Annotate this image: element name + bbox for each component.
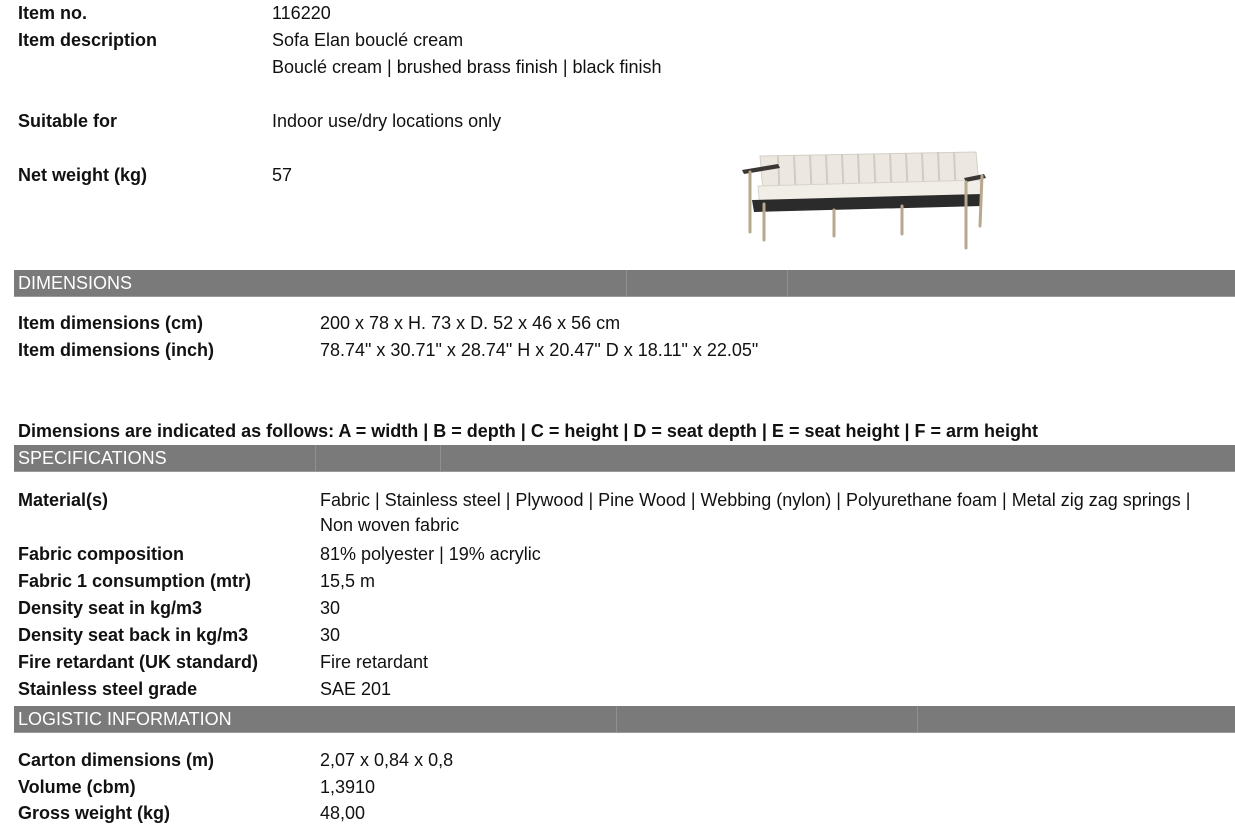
item-no-value: 116220: [272, 3, 331, 23]
sofa-product-image: [738, 144, 988, 256]
logistic-label: Volume (cbm): [18, 777, 136, 797]
materials-value-line2: Non woven fabric: [320, 515, 460, 535]
logistic-value: 48,00: [320, 803, 366, 823]
spec-label: Density seat back in kg/m3: [18, 625, 249, 645]
spec-label: Density seat in kg/m3: [18, 598, 203, 618]
divider: [14, 296, 1235, 297]
logistic-value: 1,3910: [320, 777, 376, 797]
header-divider: [626, 270, 627, 296]
spec-label: Fire retardant (UK standard): [18, 652, 259, 672]
header-divider: [787, 270, 788, 296]
specifications-title: SPECIFICATIONS: [18, 448, 167, 468]
dimension-label: Item dimensions (inch): [18, 340, 215, 360]
logistic-label: Carton dimensions (m): [18, 750, 215, 770]
net-weight-value: 57: [272, 165, 293, 185]
divider: [14, 471, 1235, 472]
suitable-for-value: Indoor use/dry locations only: [272, 111, 502, 131]
materials-label: Material(s): [18, 490, 109, 510]
spec-value: 81% polyester | 19% acrylic: [320, 544, 541, 564]
logistic-value: 2,07 x 0,84 x 0,8: [320, 750, 454, 770]
item-description-line2: Bouclé cream | brushed brass finish | black finish: [272, 57, 662, 77]
logistics-header: [14, 706, 1235, 732]
spec-label: Stainless steel grade: [18, 679, 198, 699]
spec-value: 30: [320, 598, 341, 618]
dimension-value: 78.74" x 30.71" x 28.74" H x 20.47" D x 18.11" x 22.05": [320, 340, 759, 360]
item-description-label: Item description: [18, 30, 158, 50]
spec-label: Fabric 1 consumption (mtr): [18, 571, 252, 591]
spec-value: SAE 201: [320, 679, 392, 699]
spec-value: Fire retardant: [320, 652, 429, 672]
net-weight-label: Net weight (kg): [18, 165, 147, 185]
item-description-line1: Sofa Elan bouclé cream: [272, 30, 464, 50]
suitable-for-label: Suitable for: [18, 111, 118, 131]
dimensions-note: Dimensions are indicated as follows: A = width | B = depth | C = height | D = seat depth | E = seat height | F = arm height: [18, 421, 1039, 441]
dimensions-header: [14, 270, 1235, 296]
dimensions-title: DIMENSIONS: [18, 273, 133, 293]
logistic-label: Gross weight (kg): [18, 803, 171, 823]
logistics-title: LOGISTIC INFORMATION: [18, 709, 232, 729]
spec-value: 30: [320, 625, 341, 645]
header-divider: [917, 706, 918, 732]
dimension-label: Item dimensions (cm): [18, 313, 204, 333]
divider: [14, 732, 1235, 733]
header-divider: [616, 706, 617, 732]
specifications-header: [14, 445, 1235, 471]
spec-label: Fabric composition: [18, 544, 185, 564]
header-divider: [315, 445, 316, 471]
item-no-label: Item no.: [18, 3, 88, 23]
spec-value: 15,5 m: [320, 571, 376, 591]
header-divider: [440, 445, 441, 471]
dimension-value: 200 x 78 x H. 73 x D. 52 x 46 x 56 cm: [320, 313, 621, 333]
materials-value-line1: Fabric | Stainless steel | Plywood | Pine Wood | Webbing (nylon) | Polyurethane foam | Metal zig zag springs |: [320, 490, 1191, 510]
